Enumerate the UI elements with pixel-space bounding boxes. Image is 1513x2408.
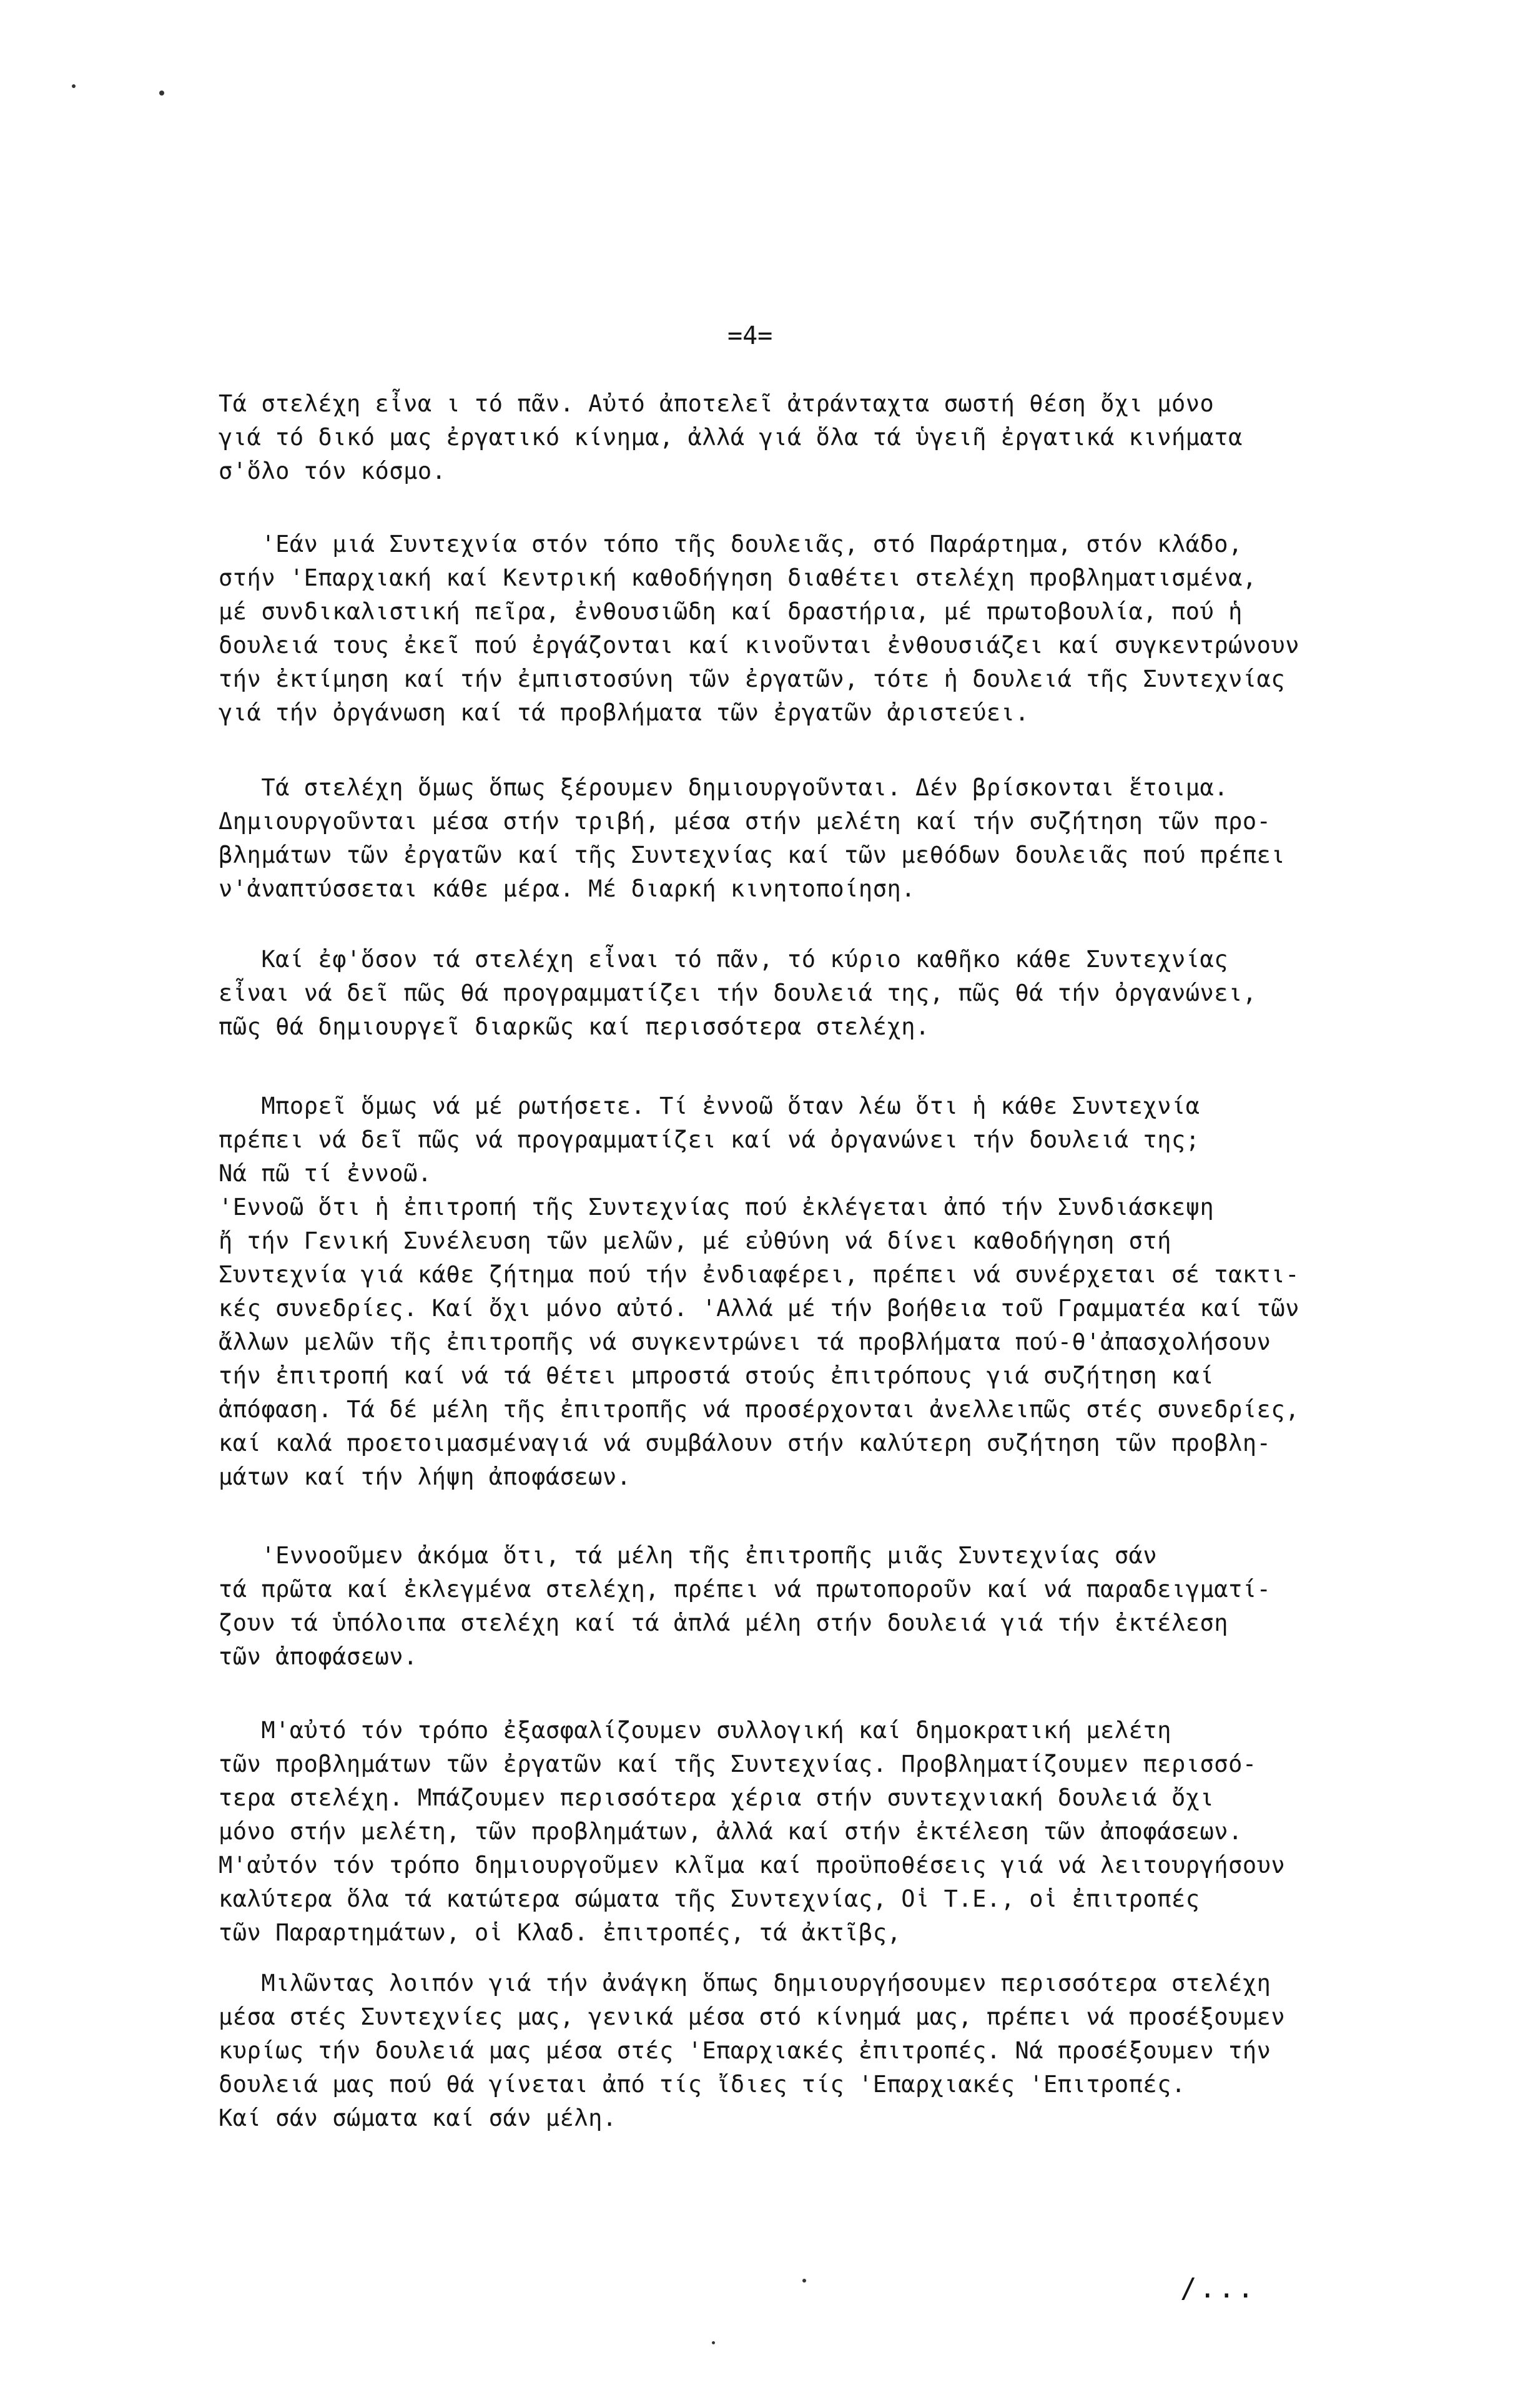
scan-speck <box>712 2341 715 2344</box>
paragraph-5: Μπορεῖ ὅμως νά μέ ρωτήσετε. Τί ἐννοῶ ὅταν λέω ὅτι ἡ κάθε Συντεχνία πρέπει νά δεῖ πῶς νά προγραμματίζει καί νά ὀργανώνει τήν δουλειά της; Νά πῶ τί ἐννοῶ. 'Εννοῶ ὅτι ἡ ἐπιτροπή τῆς Συντεχνίας πού ἐκλέγεται ἀπό τήν Συνδιάσκεψη ἤ τήν Γενική Συνέλευση τῶν μελῶν, μέ εὐθύνη νά δίνει καθοδήγηση στή Συντεχνία γιά κάθε ζήτημα πού τήν ἐνδιαφέρει, πρέπει νά συνέρχεται σέ τακτι- κές συνεδρίες. Καί ὄχι μόνο αὐτό. 'Αλλά μέ τήν βοήθεια τοῦ Γραμματέα καί τῶν ἄλλων μελῶν τῆς ἐπιτροπῆς νά συγκεντρώνει τά προβλήματα πού-θ'ἀπασχολήσουν τήν ἐπιτροπή καί νά τά θέτει μπροστά στούς ἐπιτρόπους γιά συζήτηση καί ἀπόφαση. Τά δέ μέλη τῆς ἐπιτροπῆς νά προσέρχονται ἀνελλειπῶς στές συνεδρίες, καί καλά προετοιμασμέναγιά νά συμβάλουν στήν καλύτερη συζήτηση τῶν προβλη- μάτων καί τήν λήψη ἀποφάσεων. <box>219 1093 1299 1490</box>
page-number: =4= <box>727 322 773 350</box>
paragraph-7: Μ'αὐτό τόν τρόπο ἐξασφαλίζουμεν συλλογική καί δημοκρατική μελέτη τῶν προβλημάτων τῶν ἐργατῶν καί τῆς Συντεχνίας. Προβληματίζουμεν περισσό- τερα στελέχη. Μπάζουμεν περισσότερα χέρια στήν συντεχνιακή δουλειά ὄχι μόνο στήν μελέτη, τῶν προβλημάτων, ἀλλά καί στήν ἐκτέλεση τῶν ἀποφάσεων. Μ'αὐτόν τόν τρόπο δημιουργοῦμεν κλῖμα καί προϋποθέσεις γιά νά λειτουργήσουν καλύτερα ὅλα τά κατώτερα σώματα τῆς Συντεχνίας, Οἱ Τ.Ε., οἱ ἐπιτροπές τῶν Παραρτημάτων, οἱ Κλαδ. ἐπιτροπές, τά ἀκτῖβς, <box>219 1717 1286 1946</box>
paragraph-3: Τά στελέχη ὅμως ὅπως ξέρουμεν δημιουργοῦνται. Δέν βρίσκονται ἕτοιμα. Δημιουργοῦνται μέσα στήν τριβή, μέσα στήν μελέτη καί τήν συζήτηση τῶν προ- βλημάτων τῶν ἐργατῶν καί τῆς Συντεχνίας καί τῶν μεθόδων δουλειᾶς πού πρέπει ν'ἀναπτύσσεται κάθε μέρα. Μέ διαρκή κινητοποίηση. <box>219 774 1286 902</box>
paragraph-8: Μιλῶντας λοιπόν γιά τήν ἀνάγκη ὅπως δημιουργήσουμεν περισσότερα στελέχη μέσα στές Συντεχνίες μας, γενικά μέσα στό κίνημά μας, πρέπει νά προσέξουμεν κυρίως τήν δουλειά μας μέσα στές 'Επαρχιακές ἐπιτροπές. Νά προσέξουμεν τήν δουλειά μας πού θά γίνεται ἀπό τίς ἴδιες τίς 'Επαρχιακές 'Επιτροπές. Καί σάν σώματα καί σάν μέλη. <box>219 1970 1286 2131</box>
scan-speck <box>72 84 76 88</box>
continuation-mark: /... <box>1180 2273 1256 2304</box>
paragraph-4: Καί ἐφ'ὅσον τά στελέχη εἶναι τό πᾶν, τό κύριο καθῆκο κάθε Συντεχνίας εἶναι νά δεῖ πῶς θά προγραμματίζει τήν δουλειά της, πῶς θά τήν ὀργανώνει, πῶς θά δημιουργεῖ διαρκῶς καί περισσότερα στελέχη. <box>219 946 1257 1040</box>
paragraph-1: Τά στελέχη εἶνα ι τό πᾶν. Αὐτό ἀποτελεῖ ἀτράνταχτα σωστή θέση ὄχι μόνο γιά τό δικό μας ἐργατικό κίνημα, ἀλλά γιά ὅλα τά ὑγειῆ ἐργατικά κινήματα σ'ὅλο τόν κόσμο. <box>219 390 1243 484</box>
paragraph-6: 'Εννοοῦμεν ἀκόμα ὅτι, τά μέλη τῆς ἐπιτροπῆς μιᾶς Συντεχνίας σάν τά πρῶτα καί ἐκλεγμένα στελέχη, πρέπει νά πρωτοποροῦν καί νά παραδειγματί- ζουν τά ὑπόλοιπα στελέχη καί τά ἁπλά μέλη στήν δουλειά γιά τήν ἐκτέλεση τῶν ἀποφάσεων. <box>219 1542 1271 1670</box>
paragraph-2: 'Εάν μιά Συντεχνία στόν τόπο τῆς δουλειᾶς, στό Παράρτημα, στόν κλάδο, στήν 'Επαρχιακή καί Κεντρική καθοδήγηση διαθέτει στελέχη προβληματισμένα, μέ συνδικαλιστική πεῖρα, ἐνθουσιῶδη καί δραστήρια, μέ πρωτοβουλία, πού ἡ δουλειά τους ἐκεῖ πού ἐργάζονται καί κινοῦνται ἐνθουσιάζει καί συγκεντρώνουν τήν ἐκτίμηση καί τήν ἐμπιστοσύνη τῶν ἐργατῶν, τότε ἡ δουλειά τῆς Συντεχνίας γιά τήν ὀργάνωση καί τά προβλήματα τῶν ἐργατῶν ἀριστεύει. <box>219 531 1299 726</box>
scan-speck <box>802 2279 806 2283</box>
scan-speck <box>159 91 164 96</box>
